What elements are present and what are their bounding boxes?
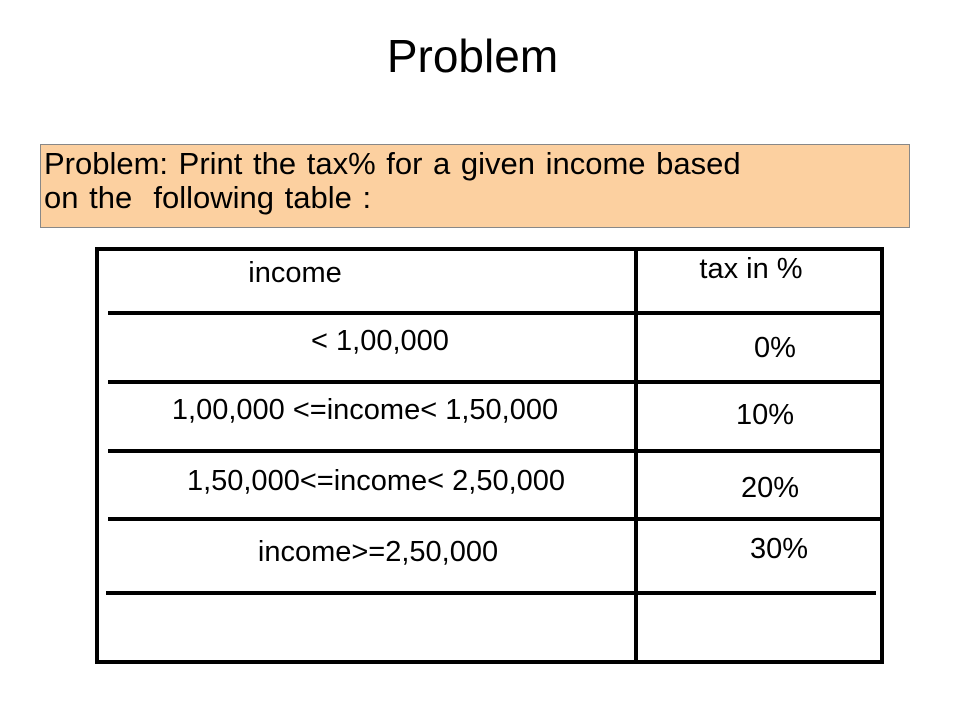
row-divider <box>108 517 880 521</box>
table-frame <box>95 247 884 664</box>
header-income: income <box>248 257 342 289</box>
tax-cell: 10% <box>735 399 795 431</box>
row-divider <box>108 380 880 384</box>
problem-statement-box <box>40 144 910 228</box>
problem-statement-line-1: Problem: Print the tax% for a given income based <box>44 146 741 181</box>
income-cell: < 1,00,000 <box>311 325 449 357</box>
tax-cell: 30% <box>749 533 809 565</box>
income-cell: income>=2,50,000 <box>257 536 499 568</box>
row-divider <box>108 311 880 315</box>
header-tax: tax in % <box>699 253 803 285</box>
problem-statement-line-2: on the following table : <box>44 180 372 215</box>
income-cell: 1,50,000<=income< 2,50,000 <box>186 465 566 497</box>
row-divider <box>106 591 876 595</box>
slide-title: Problem <box>386 30 559 82</box>
income-cell: 1,00,000 <=income< 1,50,000 <box>171 394 559 426</box>
row-divider <box>108 449 880 453</box>
tax-cell: 20% <box>740 472 800 504</box>
tax-cell: 0% <box>754 332 796 364</box>
